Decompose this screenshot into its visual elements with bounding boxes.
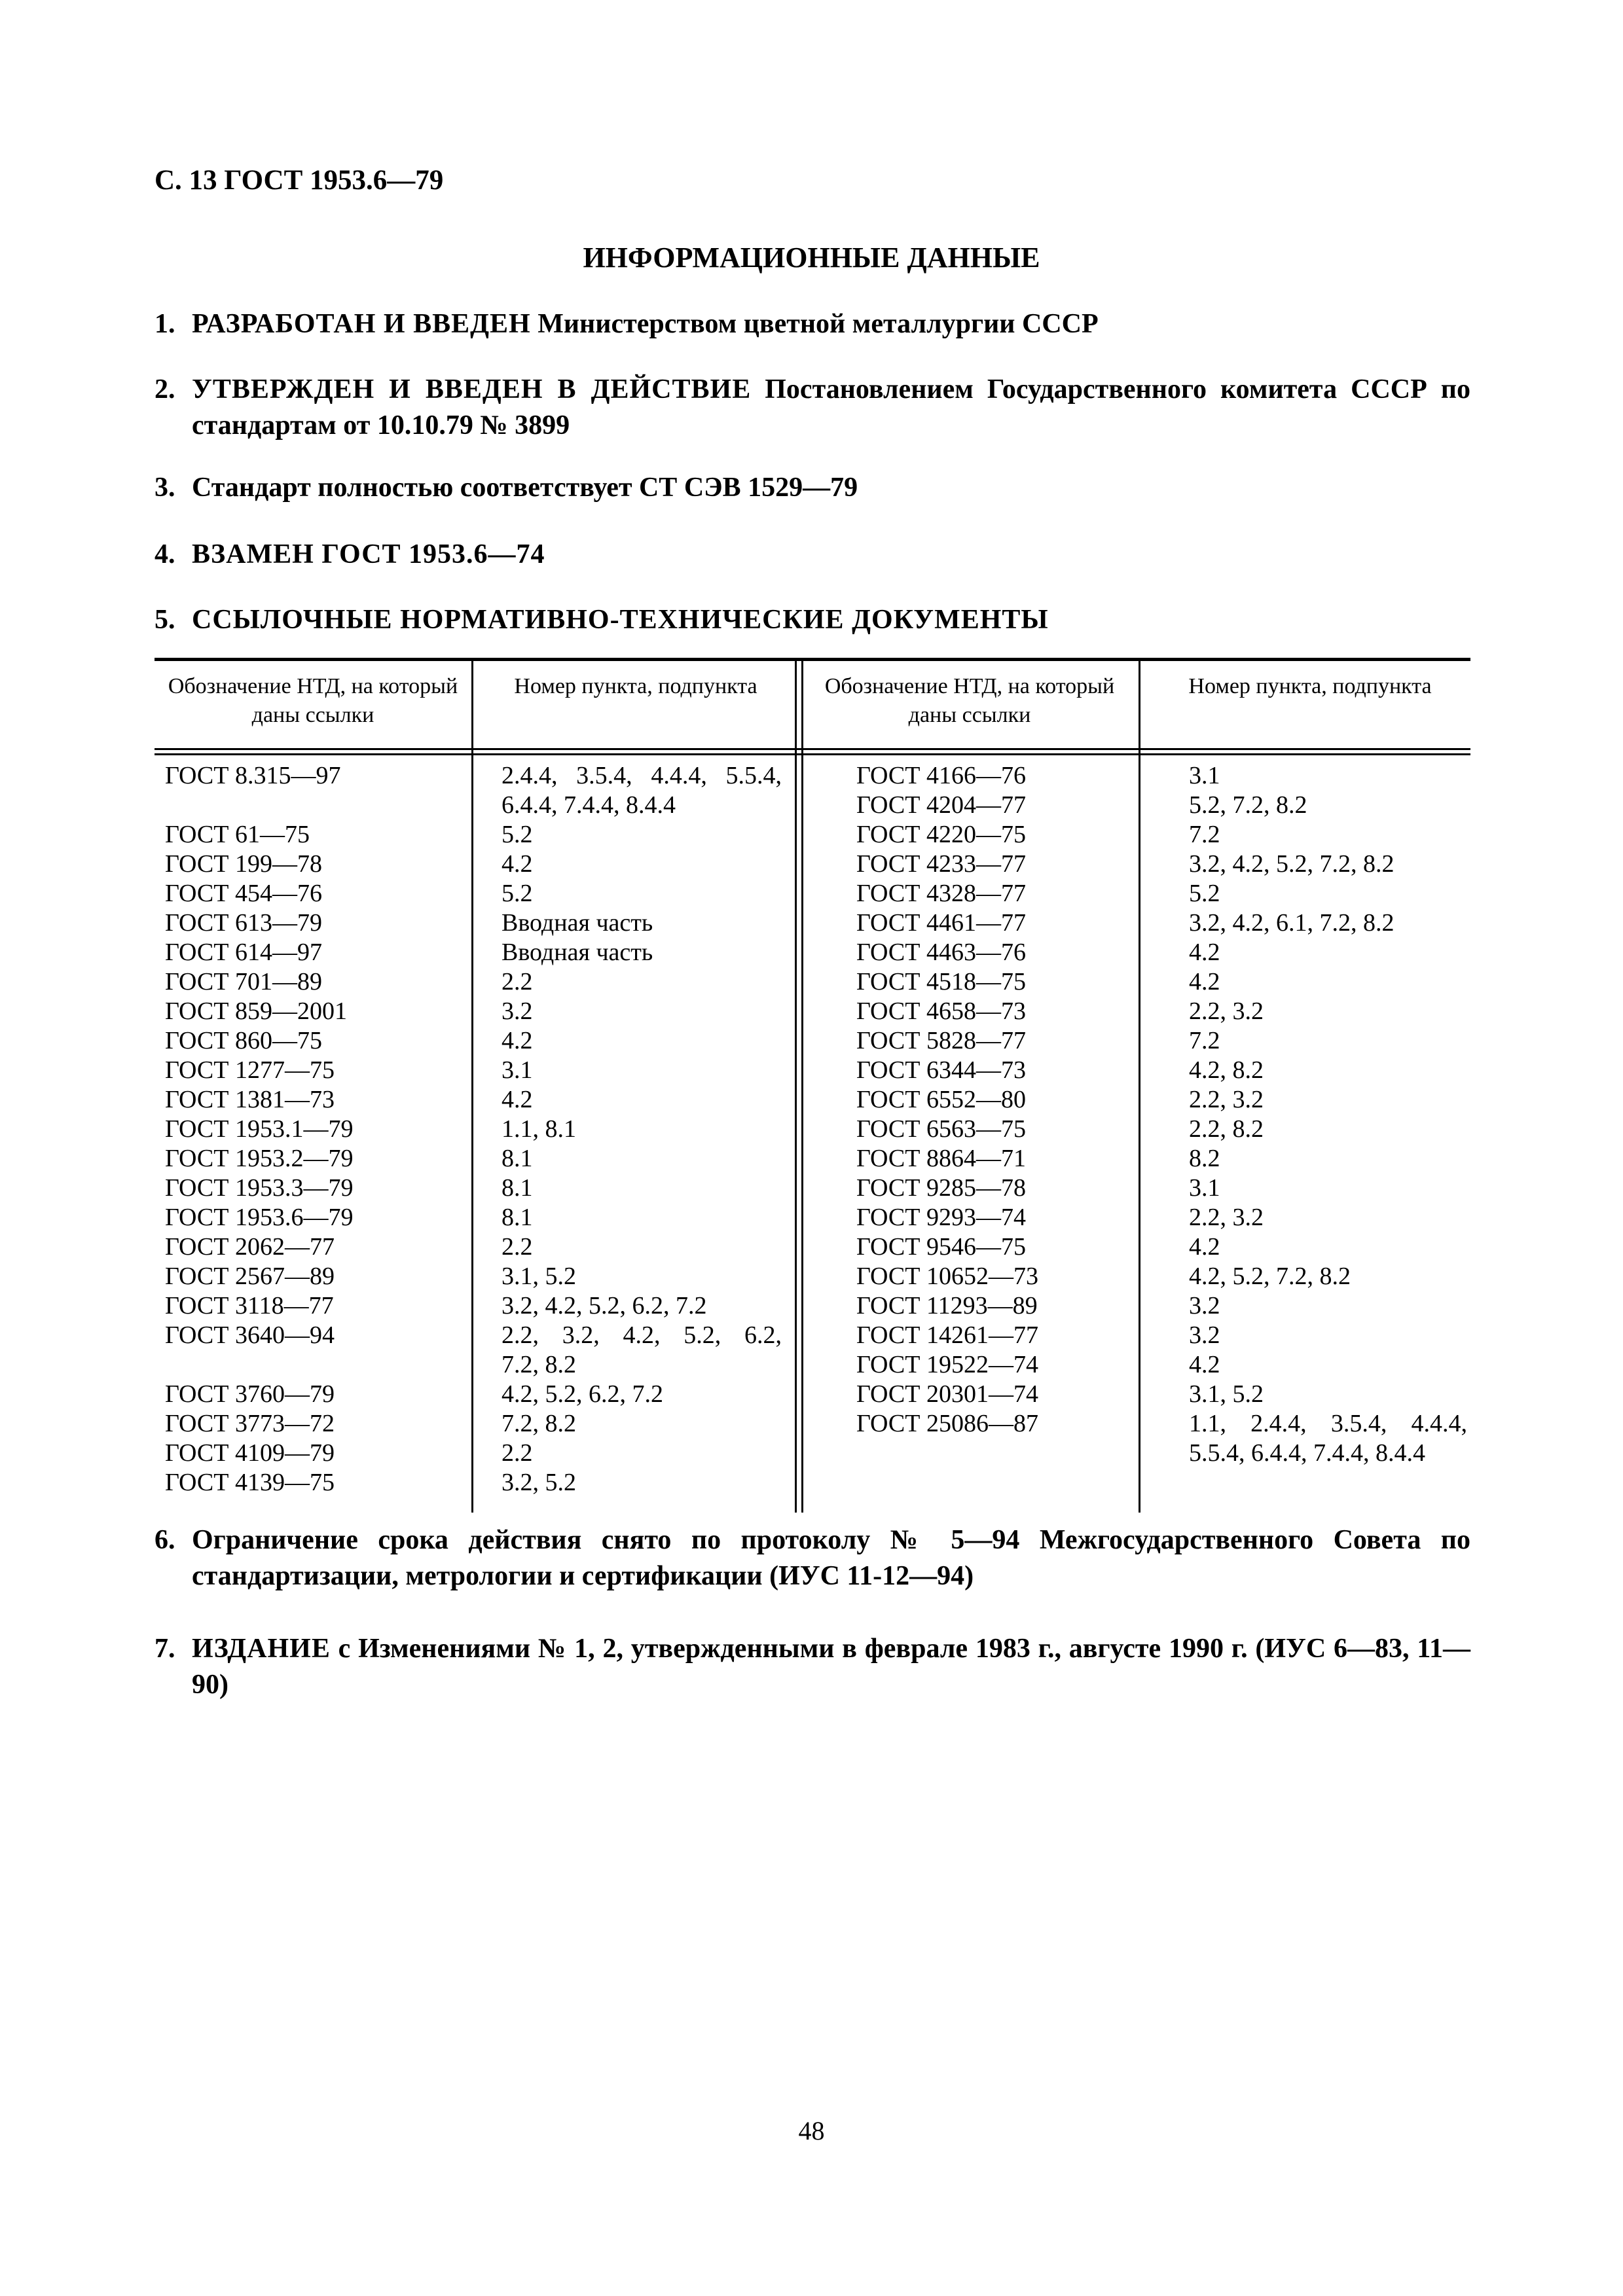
item-number: 4. — [155, 539, 175, 569]
ntd-designation: ГОСТ 1953.2—79 — [165, 1145, 354, 1172]
clause-numbers — [501, 1262, 782, 1291]
table-top-border — [155, 658, 1470, 661]
clause-line: 8.2 — [1189, 1145, 1220, 1172]
info-item-7 — [155, 1631, 1470, 1703]
header-designation-left: Обозначение НТД, на который даны ссылки — [168, 674, 458, 727]
clause-line: 5.2, 7.2, 8.2 — [1189, 791, 1307, 819]
item-lead: ССЫЛОЧНЫЕ НОРМАТИВНО-ТЕХНИЧЕСКИЕ ДОКУМЕНТЫ — [192, 605, 1049, 635]
ntd-designation: ГОСТ 1277—75 — [165, 1056, 335, 1084]
item-text: Стандарт полностью соответствует СТ СЭВ 1529—79 — [192, 473, 858, 503]
clause-line: 2.2 — [501, 1233, 533, 1261]
ntd-designation: ГОСТ 3760—79 — [165, 1380, 335, 1408]
clause-numbers — [501, 997, 782, 1026]
clause-line: 4.2 — [1189, 939, 1220, 966]
column-divider — [471, 658, 473, 1513]
ntd-designation: ГОСТ 4220—75 — [856, 821, 1026, 848]
ntd-designation: ГОСТ 3640—94 — [165, 1321, 335, 1349]
clause-numbers — [501, 1321, 782, 1380]
clause-line: 3.1, 5.2 — [501, 1263, 576, 1290]
clause-line: 5.2 — [501, 821, 533, 848]
clause-numbers — [501, 1085, 782, 1115]
ntd-designation: ГОСТ 6563—75 — [856, 1115, 1026, 1143]
header-designation-right: Обозначение НТД, на который даны ссылки — [824, 674, 1115, 727]
clause-line: 6.4.4, 7.4.4, 8.4.4 — [501, 791, 676, 819]
ntd-designation: ГОСТ 4109—79 — [165, 1439, 335, 1467]
clause-numbers — [1189, 908, 1467, 938]
header-divider-line — [155, 748, 1470, 750]
ntd-designation: ГОСТ 613—79 — [165, 909, 322, 937]
clause-numbers — [1189, 1085, 1467, 1115]
clause-numbers — [1189, 997, 1467, 1026]
clause-numbers — [501, 938, 782, 967]
clause-numbers — [501, 1056, 782, 1085]
clause-line: 4.2, 5.2, 7.2, 8.2 — [1189, 1263, 1351, 1290]
reference-table — [155, 658, 1470, 1513]
clause-line: 5.2 — [501, 880, 533, 907]
right-designation-column — [856, 761, 1131, 1468]
item-lead: ИЗДАНИЕ — [192, 1634, 331, 1664]
ntd-designation: ГОСТ 25086—87 — [856, 1410, 1038, 1437]
item-number: 5. — [155, 605, 175, 635]
clause-numbers — [1189, 1350, 1467, 1380]
clause-line: 3.2, 4.2, 6.1, 7.2, 8.2 — [1189, 909, 1395, 937]
column-divider — [1139, 658, 1140, 1513]
clause-line: 5.2 — [1189, 880, 1220, 907]
clause-line: 2.2, 3.2 — [1189, 997, 1264, 1025]
clause-numbers — [501, 967, 782, 997]
clause-line: 8.1 — [501, 1204, 533, 1231]
ntd-designation: ГОСТ 4328—77 — [856, 880, 1026, 907]
clause-numbers — [1189, 1056, 1467, 1085]
clause-numbers — [1189, 1232, 1467, 1262]
clause-numbers — [1189, 967, 1467, 997]
ntd-designation: ГОСТ 8.315—97 — [165, 762, 341, 789]
ntd-designation: ГОСТ 1953.6—79 — [165, 1204, 354, 1231]
clause-line: 3.1, 5.2 — [1189, 1380, 1264, 1408]
ntd-designation: ГОСТ 9293—74 — [856, 1204, 1026, 1231]
ntd-designation: ГОСТ 4461—77 — [856, 909, 1026, 937]
clause-line: 1.1, 2.4.4, 3.5.4, 4.4.4, — [1189, 1410, 1467, 1437]
clause-numbers — [501, 1174, 782, 1203]
clause-numbers — [1189, 761, 1467, 791]
ntd-designation: ГОСТ 4204—77 — [856, 791, 1026, 819]
clause-numbers — [1189, 1144, 1467, 1174]
info-item-5 — [155, 602, 1470, 638]
clause-numbers — [1189, 850, 1467, 879]
clause-line: 4.2 — [1189, 1351, 1220, 1378]
item-text: с Изменениями № 1, 2, утвержденными в феврале 1983 г., августе 1990 г. (ИУС 6—83, 11—90) — [192, 1634, 1470, 1700]
clause-line: 8.1 — [501, 1174, 533, 1202]
item-number: 7. — [155, 1634, 175, 1664]
clause-line: Вводная часть — [501, 939, 653, 966]
clause-line: 3.2, 4.2, 5.2, 6.2, 7.2 — [501, 1292, 707, 1319]
clause-line: 3.2 — [1189, 1321, 1220, 1349]
clause-line: 4.2 — [501, 850, 533, 878]
ntd-designation: ГОСТ 4139—75 — [165, 1469, 335, 1496]
clause-line: 2.2 — [501, 968, 533, 996]
ntd-designation: ГОСТ 860—75 — [165, 1027, 322, 1054]
clause-numbers — [501, 1203, 782, 1232]
clause-line: 2.2, 8.2 — [1189, 1115, 1264, 1143]
clause-numbers — [1189, 1262, 1467, 1291]
clause-line: 2.4.4, 3.5.4, 4.4.4, 5.5.4, — [501, 762, 782, 789]
ntd-designation: ГОСТ 4518—75 — [856, 968, 1026, 996]
ntd-designation: ГОСТ 3773—72 — [165, 1410, 335, 1437]
clause-line: 3.2, 5.2 — [501, 1469, 576, 1496]
clause-line: 7.2, 8.2 — [501, 1410, 576, 1437]
ntd-designation: ГОСТ 199—78 — [165, 850, 322, 878]
clause-line: 5.5.4, 6.4.4, 7.4.4, 8.4.4 — [1189, 1439, 1425, 1467]
column-divider — [795, 658, 797, 1513]
column-divider — [801, 658, 803, 1513]
clause-line: 2.2 — [501, 1439, 533, 1467]
ntd-designation: ГОСТ 11293—89 — [856, 1292, 1038, 1319]
clause-line: 3.2 — [501, 997, 533, 1025]
clause-line: 1.1, 8.1 — [501, 1115, 576, 1143]
clause-line: 2.2, 3.2, 4.2, 5.2, 6.2, — [501, 1321, 782, 1349]
clause-numbers — [501, 761, 782, 820]
clause-numbers — [501, 1026, 782, 1056]
ntd-designation: ГОСТ 2062—77 — [165, 1233, 335, 1261]
clause-numbers — [1189, 791, 1467, 820]
clause-line: 7.2 — [1189, 1027, 1220, 1054]
clause-numbers — [1189, 1203, 1467, 1232]
clause-line: 4.2 — [501, 1086, 533, 1113]
info-item-2 — [155, 372, 1470, 444]
clause-numbers — [501, 1409, 782, 1439]
ntd-designation: ГОСТ 4658—73 — [856, 997, 1026, 1025]
clause-numbers — [1189, 879, 1467, 908]
ntd-designation: ГОСТ 61—75 — [165, 821, 310, 848]
clause-numbers — [1189, 820, 1467, 850]
page-number: 48 — [798, 2116, 825, 2145]
ntd-designation: ГОСТ 20301—74 — [856, 1380, 1038, 1408]
ntd-designation: ГОСТ 454—76 — [165, 880, 322, 907]
clause-line: 3.2 — [1189, 1292, 1220, 1319]
clause-line: Вводная часть — [501, 909, 653, 937]
item-number: 6. — [155, 1525, 175, 1555]
ntd-designation: ГОСТ 4166—76 — [856, 762, 1026, 789]
item-lead: ВЗАМЕН ГОСТ 1953.6—74 — [192, 539, 545, 569]
item-number: 3. — [155, 473, 175, 503]
clause-numbers — [1189, 938, 1467, 967]
info-item-4 — [155, 537, 1470, 573]
clause-line: 2.2, 3.2 — [1189, 1204, 1264, 1231]
ntd-designation: ГОСТ 9285—78 — [856, 1174, 1026, 1202]
clause-numbers — [501, 908, 782, 938]
clause-line: 7.2, 8.2 — [501, 1351, 576, 1378]
clause-numbers — [501, 820, 782, 850]
clause-numbers — [501, 1232, 782, 1262]
header-divider-line — [155, 753, 1470, 755]
item-number: 2. — [155, 374, 175, 404]
ntd-designation: ГОСТ 1953.3—79 — [165, 1174, 354, 1202]
header-clause-right: Номер пункта, подпункта — [1188, 674, 1432, 698]
ntd-designation: ГОСТ 6552—80 — [856, 1086, 1026, 1113]
clause-numbers — [501, 1144, 782, 1174]
clause-numbers — [501, 1115, 782, 1144]
clause-numbers — [501, 850, 782, 879]
clause-line: 3.2, 4.2, 5.2, 7.2, 8.2 — [1189, 850, 1395, 878]
item-text: Министерством цветной металлургии СССР — [530, 309, 1099, 339]
clause-line: 4.2 — [1189, 968, 1220, 996]
clause-numbers — [1189, 1409, 1467, 1468]
ntd-designation: ГОСТ 19522—74 — [856, 1351, 1038, 1378]
ntd-designation: ГОСТ 6344—73 — [856, 1056, 1026, 1084]
clause-line: 2.2, 3.2 — [1189, 1086, 1264, 1113]
clause-line: 4.2, 5.2, 6.2, 7.2 — [501, 1380, 663, 1408]
ntd-designation: ГОСТ 4463—76 — [856, 939, 1026, 966]
page-title: ИНФОРМАЦИОННЫЕ ДАННЫЕ — [583, 242, 1040, 274]
ntd-designation: ГОСТ 10652—73 — [856, 1263, 1038, 1290]
clause-numbers — [1189, 1174, 1467, 1203]
ntd-designation: ГОСТ 9546—75 — [856, 1233, 1026, 1261]
clause-numbers — [1189, 1380, 1467, 1409]
ntd-designation: ГОСТ 3118—77 — [165, 1292, 334, 1319]
ntd-designation: ГОСТ 2567—89 — [165, 1263, 335, 1290]
item-text: Ограничение срока действия снято по протоколу № 5—94 Межгосударственного Совета по стандартизации, метрологии и сертификации (ИУС 11-12—94) — [192, 1525, 1470, 1591]
clause-line: 4.2 — [1189, 1233, 1220, 1261]
ntd-designation: ГОСТ 5828—77 — [856, 1027, 1026, 1054]
clause-numbers — [1189, 1291, 1467, 1321]
clause-line: 3.1 — [1189, 762, 1220, 789]
info-item-3 — [155, 470, 1470, 506]
ntd-designation: ГОСТ 4233—77 — [856, 850, 1026, 878]
clause-line: 7.2 — [1189, 821, 1220, 848]
info-item-6 — [155, 1522, 1470, 1594]
clause-numbers — [1189, 1321, 1467, 1350]
clause-line: 3.1 — [501, 1056, 533, 1084]
ntd-designation: ГОСТ 14261—77 — [856, 1321, 1038, 1349]
ntd-designation: ГОСТ 859—2001 — [165, 997, 347, 1025]
right-clause-column — [1189, 761, 1467, 1468]
clause-numbers — [501, 1380, 782, 1409]
clause-line: 4.2 — [501, 1027, 533, 1054]
info-item-1 — [155, 306, 1470, 342]
ntd-designation: ГОСТ 614—97 — [165, 939, 322, 966]
ntd-designation: ГОСТ 701—89 — [165, 968, 322, 996]
ntd-designation: ГОСТ 8864—71 — [856, 1145, 1026, 1172]
ntd-designation: ГОСТ 1953.1—79 — [165, 1115, 354, 1143]
clause-numbers — [1189, 1026, 1467, 1056]
item-text: Постановлением Государственного комитета СССР по стандартам от 10.10.79 № 3899 — [192, 374, 1470, 440]
clause-numbers — [1189, 1115, 1467, 1144]
clause-numbers — [501, 879, 782, 908]
clause-numbers — [501, 1468, 782, 1498]
item-number: 1. — [155, 309, 175, 339]
left-clause-column — [501, 761, 782, 1498]
clause-numbers — [501, 1291, 782, 1321]
clause-numbers — [501, 1439, 782, 1468]
ntd-designation: ГОСТ 1381—73 — [165, 1086, 335, 1113]
item-lead: УТВЕРЖДЕН И ВВЕДЕН В ДЕЙСТВИЕ — [192, 374, 752, 404]
clause-line: 4.2, 8.2 — [1189, 1056, 1264, 1084]
page-header: С. 13 ГОСТ 1953.6—79 — [155, 165, 444, 196]
left-designation-column — [165, 761, 466, 1498]
header-clause-left: Номер пункта, подпункта — [514, 674, 757, 698]
clause-line: 8.1 — [501, 1145, 533, 1172]
clause-line: 3.1 — [1189, 1174, 1220, 1202]
item-lead: РАЗРАБОТАН И ВВЕДЕН — [192, 309, 531, 339]
